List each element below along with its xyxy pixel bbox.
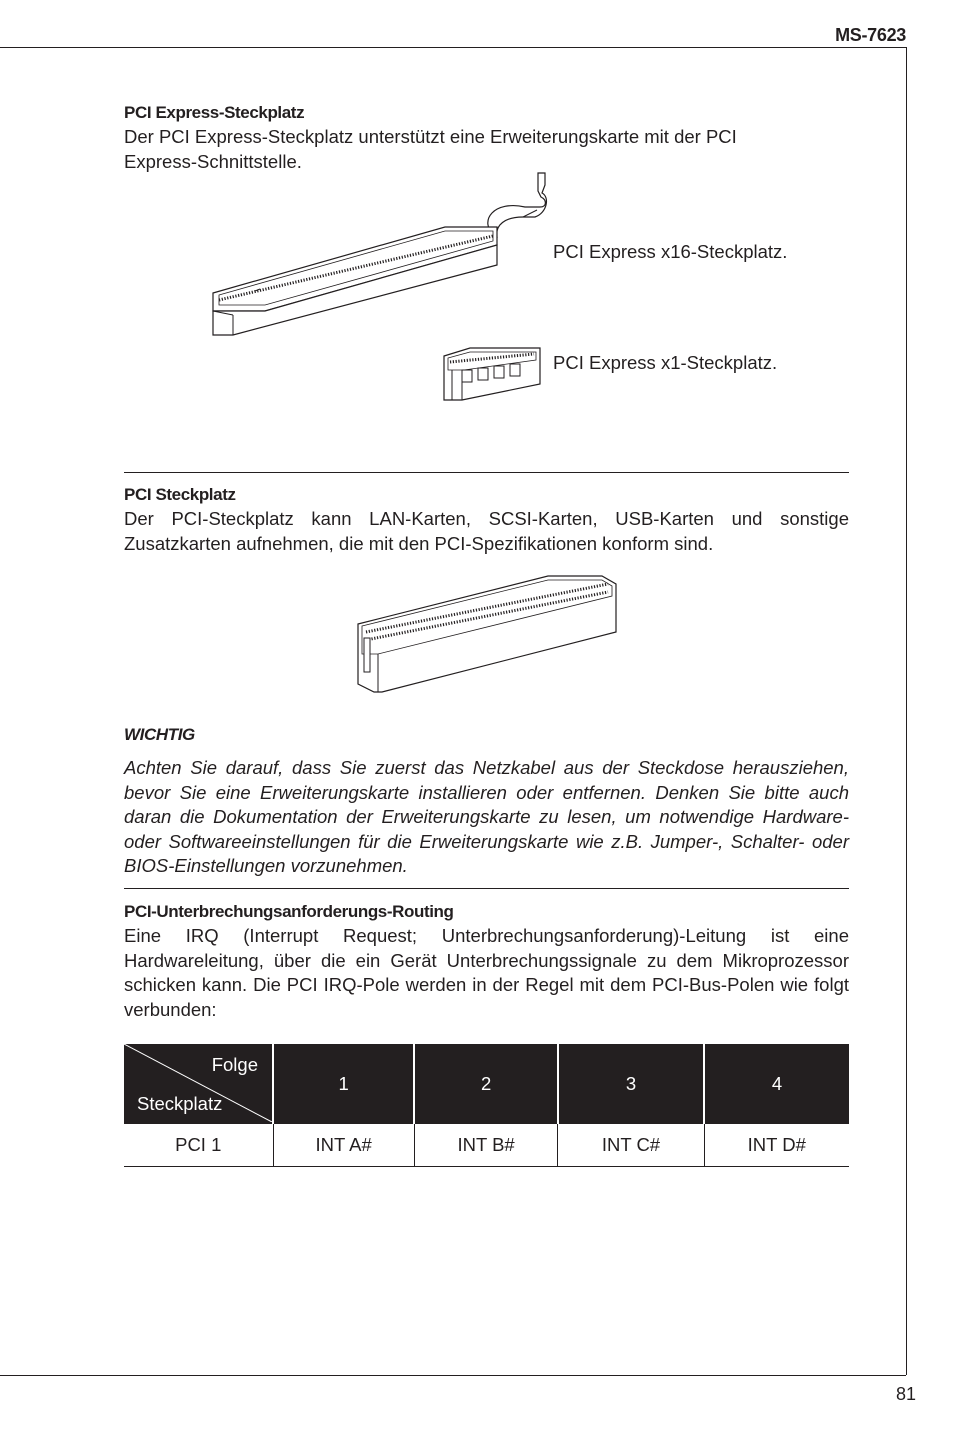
table-cell: INT B# [414,1124,558,1167]
row-slot-label: PCI 1 [124,1124,273,1167]
important-heading: WICHTIG [124,725,195,744]
column-header: 4 [704,1044,849,1124]
pci-description: Der PCI-Steckplatz kann LAN-Karten, SCSI-Karten, USB-Karten und sonstige Zusatzkarten aufnehmen, die mit den PCI-Spezifikationen konform sind. [124,508,849,554]
header-rule [0,47,906,48]
right-margin-rule [906,47,907,1375]
irq-routing-table [124,1044,849,1167]
pcie-description-line2: Express-Schnittstelle. [124,150,302,172]
table-header-row [124,1044,849,1124]
section-divider [124,888,849,889]
pcie-x1-label: PCI Express x1-Steckplatz. [553,352,778,373]
pcie-x1-slot-illustration [440,342,545,404]
footer-rule [0,1375,906,1376]
corner-label-slot: Steckplatz [137,1093,223,1114]
table-cell: INT D# [704,1124,849,1167]
pci-heading: PCI Steckplatz [124,485,236,504]
pcie-x16-label: PCI Express x16-Steckplatz. [553,241,788,262]
pcie-description-line1: Der PCI Express-Steckplatz unterstützt eine Erweiterungskarte mit der PCI [124,126,737,147]
irq-description: Eine IRQ (Interrupt Request; Unterbrechungsanforderung)-Leitung ist eine Hardwareleitung, über die ein Gerät Unterbrechungssignale zu dem Mikroprozessor schicken kann. Die PCI IRQ-Pole werden in der Regel mit dem PCI-Bus-Polen wie folgt verbunden: [124,925,849,1020]
pcie-x16-slot-illustration [205,165,550,340]
corner-label-order: Folge [211,1054,258,1075]
table-row [124,1124,849,1167]
table-corner-cell [124,1044,273,1124]
table-cell: INT A# [273,1124,414,1167]
pci-slot-illustration [352,566,622,696]
pcie-heading: PCI Express-Steckplatz [124,103,305,122]
column-header: 3 [558,1044,704,1124]
irq-heading: PCI-Unterbrechungsanforderungs-Routing [124,902,454,921]
column-header: 1 [273,1044,414,1124]
important-note: Achten Sie darauf, dass Sie zuerst das Netzkabel aus der Steckdose herausziehen, bevor Sie eine Erweiterungskarte installieren oder entfernen. Denken Sie bitte auch daran die Dokumentation der Erweiterungskarte zu lesen, um notwendige Hardware- oder Softwareeinstellungen für die Erweiterungskarte wie z.B. Jumper-, Schalter- oder BIOS-Einstellungen vorzunehmen. [124,757,849,876]
page-number: 81 [895,1384,916,1404]
model-number: MS-7623 [835,25,906,45]
table-cell: INT C# [558,1124,704,1167]
section-divider [124,472,849,473]
column-header: 2 [414,1044,558,1124]
